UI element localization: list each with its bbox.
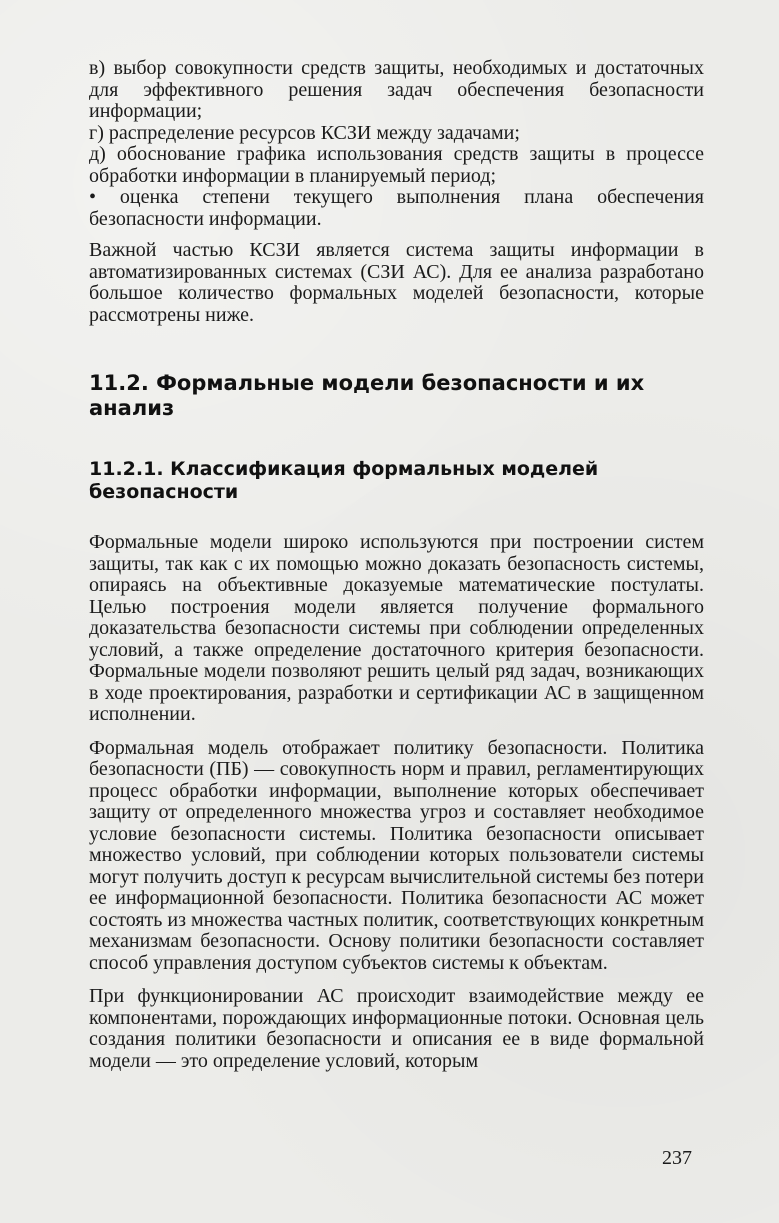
top-text-block (89, 58, 704, 338)
bullet-item: • оценка степени текущего выполнения плана обеспечения безопасности информации. (89, 187, 704, 230)
main-text-block (89, 532, 704, 1084)
intro-paragraph: Важной частью КСЗИ является система защиты информации в автоматизированных системах (СЗИ АС). Для ее анализа разработано большое количество формальных моделей безопасности, которые рассмотрены ниже. (89, 239, 704, 326)
paragraph-models-usage: Формальные модели широко используются при построении систем защиты, так как с их помощью можно доказать безопасность системы, опираясь на объективные доказуемые математические постулаты. Целью построения модели является получение формального доказательства безопасности системы при соблюдении определенных условий, а также определение достаточного критерия безопасности. Формальные модели позволяют решить целый ряд задач, возникающих в ходе проектирования, разработки и сертификации АС в защищенном исполнении. (89, 531, 704, 725)
list-item-v: в) выбор совокупности средств защиты, необходимых и достаточных для эффективного решения задач обеспечения безопасности информации; (89, 57, 704, 122)
paragraph-information-flows: При функционировании АС происходит взаимодействие между ее компонентами, порождающих информационные потоки. Основная цель создания политики безопасности и описания ее в виде формальной модели — это определение условий, которым (89, 985, 704, 1072)
page-number: 237 (662, 1147, 692, 1169)
section-heading-11-2: 11.2. Формальные модели безопасности и их анализ (89, 371, 645, 420)
subsection-heading-11-2-1: 11.2.1. Классификация формальных моделей безопасности (89, 458, 599, 503)
paragraph-security-policy: Формальная модель отображает политику безопасности. Политика безопасности (ПБ) — совокупность норм и правил, регламентирующих процесс обработки информации, выполнение которых обеспечивает защиту от определенного множества угроз и составляет необходимое условие безопасности системы. Политика безопасности описывает множество условий, при соблюдении которых пользователи системы могут получить доступ к ресурсам вычислительной системы без потери ее информационной безопасности. Политика безопасности АС может состоять из множества частных политик, соответствующих конкретным механизмам безопасности. Основу политики безопасности составляет способ управления доступом субъектов системы к объектам. (89, 736, 704, 974)
list-item-g: г) распределение ресурсов КСЗИ между задачами; (89, 121, 520, 144)
list-item-d: д) обоснование графика использования средств защиты в процессе обработки информации в планируемый период; (89, 143, 704, 187)
